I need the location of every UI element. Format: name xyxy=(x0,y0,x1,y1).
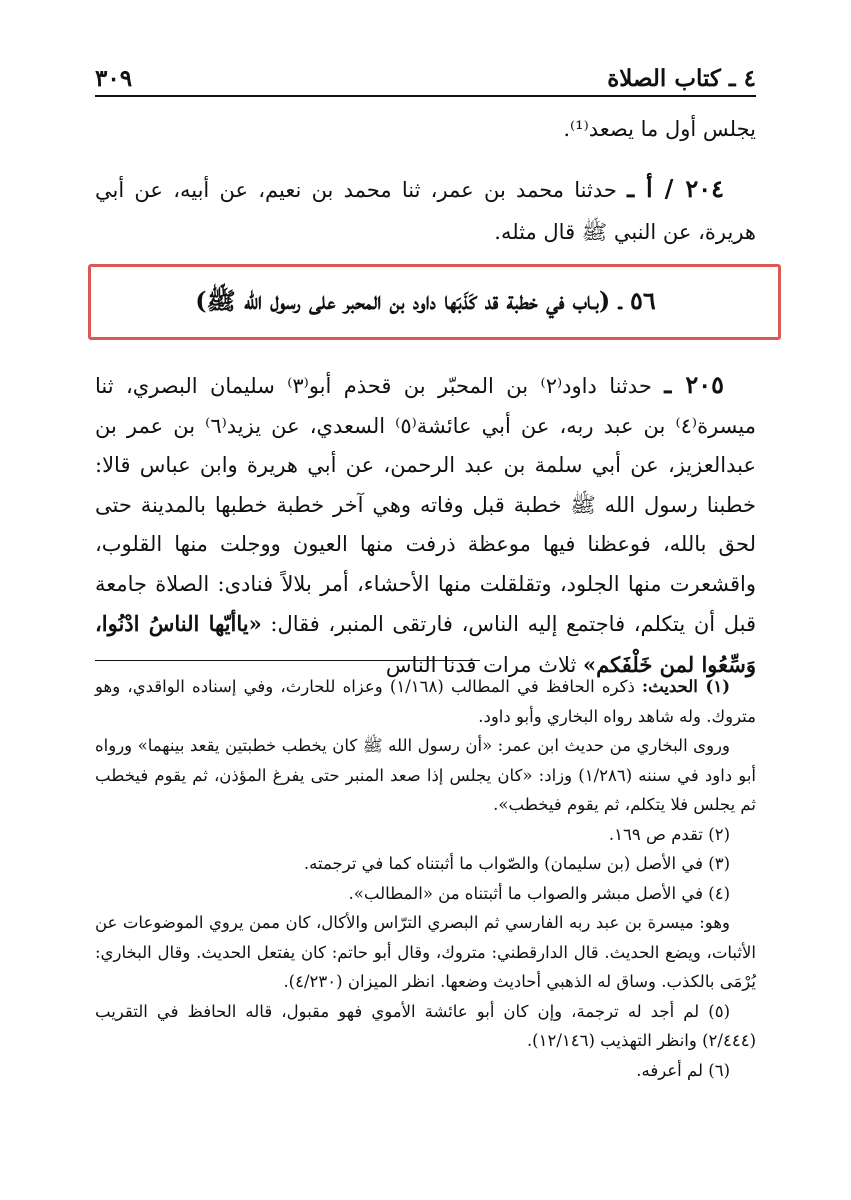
chapter-title: ٥٦ ـ (بـاب في خطبة قد كَذَبَها داود بن المحبر على رسول الله ﷺ) xyxy=(195,286,656,315)
footnotes xyxy=(95,672,756,1085)
hadith-205-quote: «ياأيّها الناسُ ادْنُوا، وَسِّعُوا لمن خَلْفَكم» xyxy=(95,611,756,677)
footnote-5: (٥) لم أجد له ترجمة، وإن كان أبو عائشة الأموي فهو مقبول، قاله الحافظ في التقريب (٢/٤٤٤) وانظر التهذيب (١٢/١٤٦). xyxy=(95,1001,756,1050)
footnote-4-bio: وهو: ميسرة بن عبد ربه الفارسي ثم البصري الترّاس والأكال، كان ممن يروي الموضوعات عن الأثبات، ويضع الحديث. قال الدارقطني: متروك، وقال أبو حاتم: كان يفتعل الحديث. وقال البخاري: يُرْمَى بالكذب. وساق له الذهبي أحاديث وضعها. انظر الميزان (٤/٢٣٠). xyxy=(95,913,756,991)
hadith-204-number: ٢٠٤ / أ ـ xyxy=(627,174,725,203)
hadith-205-text-end: ثلاث مرات فدنا الناس xyxy=(385,652,584,677)
footnote-divider xyxy=(95,660,480,661)
main-text xyxy=(95,108,756,253)
hadith-205-text: حدثنا داود⁽٢⁾ بن المحبّر بن قحذم أبو⁽٣⁾ سليمان البصري، ثنا ميسرة⁽٤⁾ بن عبد ربه، عن أبي عائشة⁽٥⁾ السعدي، عن يزيد⁽٦⁾ بن عمر بن عبدالعزيز، عن أبي سلمة بن عبد الرحمن، عن أبي هريرة وابن عباس قالا: خطبنا رسول الله ﷺ خطبة قبل وفاته وهي آخر خطبة خطبها بالمدينة حتى لحق بالله، فوعظنا فيها موعظة ذرفت منها العيون ووجلت منها القلوب، واقشعرت منها الجلود، وتقلقلت منها الأحشاء، أمر بلالاً فنادى: الصلاة جامعة قبل أن يتكلم، فاجتمع إليه الناس، فارتقى المنبر، فقال: xyxy=(95,374,756,636)
hadith-204-text: حدثنا محمد بن عمر، ثنا محمد بن نعيم، عن أبيه، عن أبي هريرة، عن النبي ﷺ قال مثله. xyxy=(95,178,756,244)
hadith-205 xyxy=(95,365,756,685)
footnote-2: (٢) تقدم ص ١٦٩. xyxy=(608,824,730,844)
footnote-1-bukhari: وروى البخاري من حديث ابن عمر: «أن رسول الله ﷺ كان يخطب خطبتين يقعد بينهما» ورواه أبو داود في سننه (١/٢٨٦) وزاد: «كان يجلس إذا صعد المنبر حتى يفرغ المؤذن، ثم يقوم فيخطب ثم يجلس فلا يتكلم، ثم يقوم فيخطب». xyxy=(95,736,756,814)
footnote-1 xyxy=(95,672,756,731)
header-divider xyxy=(95,95,756,97)
hadith-204 xyxy=(95,168,756,253)
footnote-3: (٣) في الأصل (بن سليمان) والصّواب ما أثبتناه كما في ترجمته. xyxy=(303,854,730,873)
footnote-1-label: (١) الحديث: xyxy=(642,677,730,696)
page-number: ٣٠٩ xyxy=(95,65,133,92)
footnote-1-text: ذكره الحافظ في المطالب (١/١٦٨) وعزاه للحارث، وفي إسناده الواقدي، وهو متروك. وله شاهد رواه البخاري وأبو داود. xyxy=(95,677,756,726)
running-head-chapter: ٤ ـ كتاب الصلاة xyxy=(607,65,756,92)
previous-hadith-continuation: يجلس أول ما يصعد⁽¹⁾. xyxy=(563,117,756,141)
footnote-4: (٤) في الأصل مبشر والصواب ما أثبتناه من «المطالب». xyxy=(348,883,730,903)
footnote-6: (٦) لم أعرفه. xyxy=(636,1060,730,1080)
hadith-205-number: ٢٠٥ ـ xyxy=(664,370,724,399)
page-header xyxy=(95,52,756,92)
